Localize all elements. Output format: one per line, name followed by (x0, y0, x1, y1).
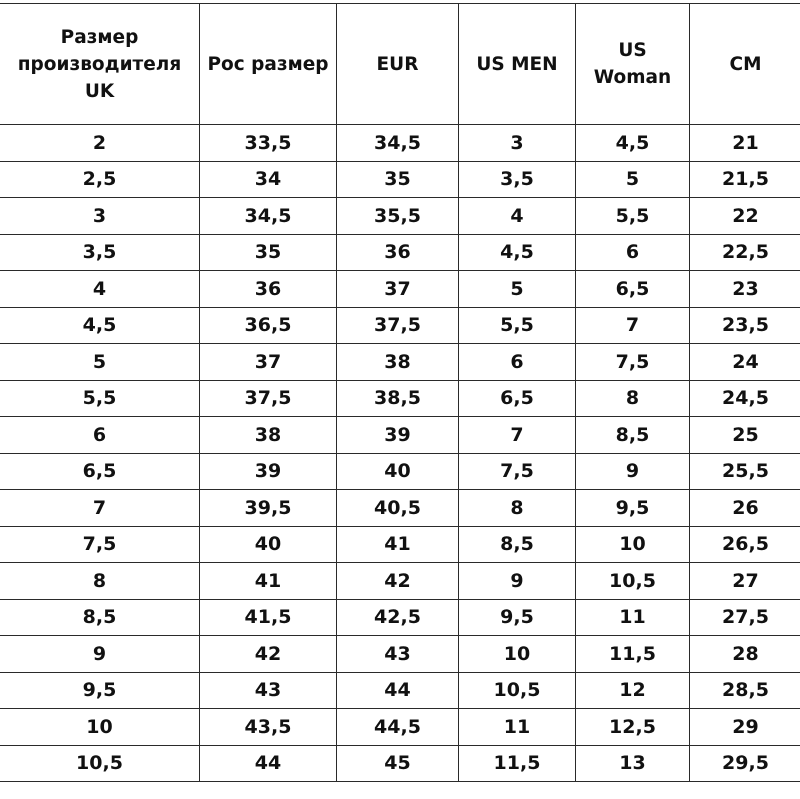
cell-us-woman: 9,5 (576, 490, 690, 527)
cell-cm: 27 (690, 563, 800, 600)
cell-us-men: 7,5 (459, 453, 576, 490)
cell-cm: 22,5 (690, 234, 800, 271)
cell-cm: 25,5 (690, 453, 800, 490)
header-us-woman-line-2: Woman (593, 67, 672, 88)
table-row (0, 234, 800, 271)
cell-us-men: 8 (459, 490, 576, 527)
cell-us-woman: 12 (576, 672, 690, 709)
cell-us-woman: 6,5 (576, 271, 690, 308)
header-cm-line-1: CM (729, 53, 762, 75)
cell-us-men: 9,5 (459, 599, 576, 636)
cell-us-woman: 6 (576, 234, 690, 271)
table-row (0, 745, 800, 782)
cell-uk: 10,5 (0, 745, 200, 782)
cell-us-woman: 11,5 (576, 636, 690, 673)
table-row (0, 563, 800, 600)
cell-uk: 5,5 (0, 380, 200, 417)
cell-eur: 35 (337, 161, 459, 198)
cell-us-men: 11,5 (459, 745, 576, 782)
cell-ru: 38 (200, 417, 337, 454)
cell-ru: 34,5 (200, 198, 337, 235)
cell-us-woman: 7 (576, 307, 690, 344)
cell-cm: 22 (690, 198, 800, 235)
cell-uk: 7 (0, 490, 200, 527)
header-eur-line-1: EUR (376, 53, 419, 75)
cell-uk: 4 (0, 271, 200, 308)
table-row (0, 271, 800, 308)
header-us-woman-line-1: US (618, 40, 647, 61)
cell-ru: 37 (200, 344, 337, 381)
cell-uk: 8 (0, 563, 200, 600)
cell-cm: 27,5 (690, 599, 800, 636)
cell-us-woman: 9 (576, 453, 690, 490)
cell-eur: 45 (337, 745, 459, 782)
header-uk-manufacturer (0, 4, 200, 125)
cell-eur: 44 (337, 672, 459, 709)
cell-uk: 3 (0, 198, 200, 235)
header-row (0, 4, 800, 125)
cell-cm: 21 (690, 125, 800, 162)
table-row (0, 198, 800, 235)
cell-us-woman: 7,5 (576, 344, 690, 381)
cell-cm: 25 (690, 417, 800, 454)
cell-us-woman: 10,5 (576, 563, 690, 600)
cell-us-men: 5,5 (459, 307, 576, 344)
header-us-woman (576, 4, 690, 125)
cell-cm: 21,5 (690, 161, 800, 198)
cell-uk: 2 (0, 125, 200, 162)
cell-uk: 9,5 (0, 672, 200, 709)
table-row (0, 672, 800, 709)
header-ru-line-1: Рос размер (207, 53, 329, 75)
header-cm (690, 4, 800, 125)
cell-cm: 26,5 (690, 526, 800, 563)
header-eur (337, 4, 459, 125)
table-row (0, 307, 800, 344)
table-row (0, 599, 800, 636)
cell-us-woman: 5 (576, 161, 690, 198)
cell-us-men: 5 (459, 271, 576, 308)
size-conversion-table (0, 3, 800, 782)
cell-ru: 39 (200, 453, 337, 490)
cell-ru: 39,5 (200, 490, 337, 527)
table-row (0, 453, 800, 490)
cell-cm: 28,5 (690, 672, 800, 709)
cell-ru: 43,5 (200, 709, 337, 746)
cell-uk: 10 (0, 709, 200, 746)
cell-uk: 6,5 (0, 453, 200, 490)
cell-eur: 38 (337, 344, 459, 381)
cell-ru: 42 (200, 636, 337, 673)
cell-eur: 39 (337, 417, 459, 454)
cell-eur: 37,5 (337, 307, 459, 344)
cell-cm: 24,5 (690, 380, 800, 417)
cell-cm: 24 (690, 344, 800, 381)
header-uk-line-1: Размер (60, 26, 139, 48)
cell-eur: 42,5 (337, 599, 459, 636)
cell-ru: 36 (200, 271, 337, 308)
cell-ru: 33,5 (200, 125, 337, 162)
cell-ru: 41 (200, 563, 337, 600)
cell-us-men: 8,5 (459, 526, 576, 563)
header-us-men-line-1: US MEN (476, 53, 558, 75)
cell-ru: 34 (200, 161, 337, 198)
cell-eur: 42 (337, 563, 459, 600)
cell-uk: 6 (0, 417, 200, 454)
cell-ru: 40 (200, 526, 337, 563)
cell-eur: 36 (337, 234, 459, 271)
table-row (0, 125, 800, 162)
cell-ru: 37,5 (200, 380, 337, 417)
cell-us-woman: 11 (576, 599, 690, 636)
cell-ru: 41,5 (200, 599, 337, 636)
table-row (0, 490, 800, 527)
cell-cm: 29 (690, 709, 800, 746)
cell-us-men: 11 (459, 709, 576, 746)
table-row (0, 526, 800, 563)
cell-us-men: 10,5 (459, 672, 576, 709)
cell-eur: 34,5 (337, 125, 459, 162)
cell-us-woman: 8 (576, 380, 690, 417)
table-row (0, 417, 800, 454)
cell-eur: 40,5 (337, 490, 459, 527)
header-uk-line-3: UK (84, 80, 115, 102)
cell-us-men: 3 (459, 125, 576, 162)
table-body (0, 125, 800, 782)
cell-us-men: 3,5 (459, 161, 576, 198)
header-ru-size (200, 4, 337, 125)
cell-cm: 29,5 (690, 745, 800, 782)
cell-us-men: 4 (459, 198, 576, 235)
cell-us-men: 4,5 (459, 234, 576, 271)
cell-us-men: 6 (459, 344, 576, 381)
cell-us-men: 6,5 (459, 380, 576, 417)
cell-uk: 9 (0, 636, 200, 673)
cell-eur: 41 (337, 526, 459, 563)
cell-us-woman: 4,5 (576, 125, 690, 162)
cell-cm: 26 (690, 490, 800, 527)
cell-uk: 5 (0, 344, 200, 381)
table-row (0, 344, 800, 381)
cell-us-woman: 8,5 (576, 417, 690, 454)
cell-cm: 23,5 (690, 307, 800, 344)
cell-cm: 28 (690, 636, 800, 673)
header-uk-line-2: производителя (17, 53, 182, 75)
cell-eur: 38,5 (337, 380, 459, 417)
cell-uk: 8,5 (0, 599, 200, 636)
cell-eur: 40 (337, 453, 459, 490)
cell-us-men: 7 (459, 417, 576, 454)
cell-uk: 3,5 (0, 234, 200, 271)
cell-us-woman: 12,5 (576, 709, 690, 746)
header-us-men (459, 4, 576, 125)
cell-uk: 4,5 (0, 307, 200, 344)
cell-us-woman: 10 (576, 526, 690, 563)
cell-us-woman: 5,5 (576, 198, 690, 235)
cell-ru: 36,5 (200, 307, 337, 344)
cell-eur: 43 (337, 636, 459, 673)
table-row (0, 636, 800, 673)
cell-ru: 43 (200, 672, 337, 709)
cell-ru: 44 (200, 745, 337, 782)
cell-eur: 37 (337, 271, 459, 308)
cell-eur: 35,5 (337, 198, 459, 235)
cell-us-men: 9 (459, 563, 576, 600)
table-row (0, 709, 800, 746)
table-row (0, 161, 800, 198)
cell-us-men: 10 (459, 636, 576, 673)
cell-cm: 23 (690, 271, 800, 308)
cell-uk: 7,5 (0, 526, 200, 563)
cell-uk: 2,5 (0, 161, 200, 198)
cell-eur: 44,5 (337, 709, 459, 746)
cell-us-woman: 13 (576, 745, 690, 782)
cell-ru: 35 (200, 234, 337, 271)
table-row (0, 380, 800, 417)
